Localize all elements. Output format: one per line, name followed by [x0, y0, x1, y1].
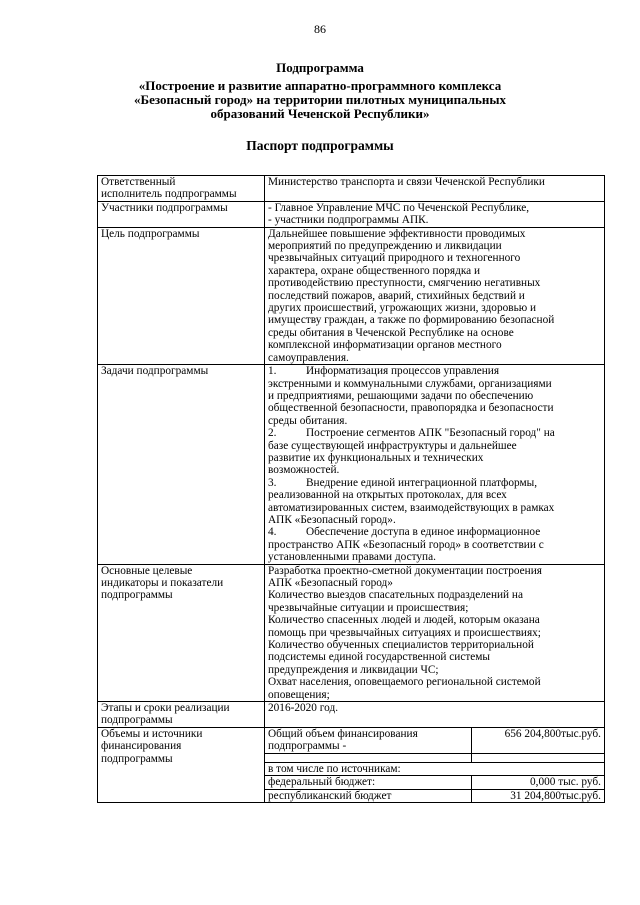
value-line: Разработка проектно-сметной документации построения: [268, 564, 542, 577]
funding-label: [98, 727, 265, 802]
value-line: Дальнейшее повышение эффективности проводимых: [268, 227, 526, 240]
label-line: подпрограммы: [101, 752, 173, 765]
task-text: Обеспечение доступа в единое информационное: [306, 526, 541, 539]
goal-value: [265, 227, 605, 364]
task-text: возможностей.: [268, 464, 340, 477]
task-item: [268, 526, 601, 538]
page-number: 86: [314, 22, 326, 36]
funding-total-label: [265, 728, 472, 753]
value-line: Министерство транспорта и связи Чеченской Республики: [268, 176, 545, 188]
label-line: Задачи подпрограммы: [101, 365, 209, 378]
value-line: самоуправления.: [268, 351, 349, 364]
value-line: комплексной информатизации органов местного: [268, 339, 502, 352]
value-line: предупреждения и ликвидации ЧС;: [268, 663, 439, 676]
responsible-label: [98, 176, 265, 202]
task-text: экстренными и коммунальными службами, организациями: [268, 377, 552, 390]
value-line: Количество спасенных людей и людей, которым оказана: [268, 614, 540, 627]
label-line: финансирования: [101, 740, 182, 753]
indicators-value: [265, 564, 605, 701]
value-line: Охват населения, оповещаемого региональной системой: [268, 676, 541, 689]
value-line: последствий пожаров, аварий, стихийных бедствий и: [268, 289, 525, 302]
value-line: помощь при чрезвычайных ситуациях и происшествиях;: [268, 626, 541, 639]
funding-table: [265, 728, 604, 802]
value-line: среды обитания в Чеченской Республике на основе: [268, 326, 514, 339]
value-line: мероприятий по предупреждению и ликвидации: [268, 240, 502, 253]
task-text: автоматизированных систем, взаимодействующих в рамках: [268, 501, 555, 514]
row-participants: [98, 201, 605, 227]
task-number: 3.: [268, 476, 277, 489]
participants-label: [98, 201, 265, 227]
funding-total-row: [265, 728, 604, 753]
subprogram-title-line: «Безопасный город» на территории пилотных муниципальных: [133, 92, 507, 107]
row-indicators: [98, 564, 605, 701]
task-text: АПК «Безопасный город».: [268, 513, 396, 526]
task-text: и предприятиями, решающими задачи по обеспечению: [268, 389, 534, 402]
funding-federal-label: федеральный бюджет:: [265, 776, 472, 789]
passport-heading: Паспорт подпрограммы: [246, 138, 394, 153]
task-text: Построение сегментов АПК "Безопасный город" на: [306, 427, 555, 440]
task-number: 4.: [268, 526, 277, 539]
task-text: базе существующей инфраструктуры и дальнейшее: [268, 439, 517, 452]
row-goal: [98, 227, 605, 364]
goal-label: [98, 227, 265, 364]
funding-spacer: [472, 753, 605, 762]
value-line: характера, охране общественного порядка и: [268, 264, 481, 277]
funding-total-amount: 656 204,800тыс.руб.: [472, 728, 605, 753]
task-text: среды обитания.: [268, 414, 348, 427]
value-line: - участники подпрограммы АПК.: [268, 214, 429, 227]
task-text: Информатизация процессов управления: [306, 365, 500, 378]
label-line: Объемы и источники: [101, 727, 203, 740]
value-line: Количество выездов спасательных подразделений на: [268, 589, 523, 602]
funding-sources-row: [265, 762, 604, 775]
value-line: оповещения;: [268, 688, 330, 701]
label-line: подпрограммы: [101, 714, 173, 727]
funding-value: [265, 727, 605, 802]
stages-label: [98, 702, 265, 728]
value-line: 2016-2020 год.: [268, 702, 339, 715]
funding-spacer-row: [265, 753, 604, 762]
subprogram-title-line: «Построение и развитие аппаратно-программного комплекса: [138, 78, 502, 93]
label-line: Участники подпрограммы: [101, 201, 228, 214]
value-line: Общий объем финансирования: [268, 727, 418, 740]
value-line: чрезвычайных ситуаций природного и техногенного: [268, 252, 521, 265]
label-line: подпрограммы: [101, 589, 173, 602]
label-line: индикаторы и показатели: [101, 577, 224, 589]
task-number: 1.: [268, 365, 277, 378]
funding-federal-amount: 0,000 тыс. руб.: [472, 776, 605, 789]
task-number: 2.: [268, 427, 277, 440]
task-text: Внедрение единой интеграционной платформы,: [306, 476, 538, 489]
row-funding: [98, 727, 605, 802]
tasks-value: [265, 365, 605, 565]
value-line: - Главное Управление МЧС по Чеченской Республике,: [268, 201, 530, 214]
task-text: пространство АПК «Безопасный город» в соответствии с: [268, 538, 544, 551]
funding-republic-label: республиканский бюджет: [265, 789, 472, 802]
label-line: Этапы и сроки реализации: [101, 702, 230, 715]
label-line: Ответственный: [101, 176, 176, 188]
label-line: Основные целевые: [101, 564, 193, 577]
stages-value: [265, 702, 605, 728]
value-line: имуществу граждан, а также по формированию безопасной: [268, 314, 555, 327]
task-text: общественной безопасности, правопорядка и безопасности: [268, 402, 554, 415]
label-line: исполнитель подпрограммы: [101, 188, 237, 201]
task-text: развитие их функциональных и технических: [268, 451, 484, 464]
value-line: других происшествий, угрожающих жизни, здоровью и: [268, 302, 537, 315]
task-text: установленными правами доступа.: [268, 551, 436, 564]
passport-table: [97, 175, 605, 803]
value-line: Количество обученных специалистов территориальной: [268, 639, 534, 652]
subprogram-heading: Подпрограмма: [276, 60, 364, 75]
subprogram-title-line: образований Чеченской Республики»: [210, 106, 430, 121]
funding-republic-amount: 31 204,800тыс.руб.: [472, 789, 605, 802]
responsible-value: [265, 176, 605, 202]
row-stages: [98, 702, 605, 728]
row-tasks: [98, 365, 605, 565]
task-text: реализованной на открытых протоколах, для всех: [268, 489, 507, 502]
indicators-label: [98, 564, 265, 701]
task-item: [268, 365, 601, 377]
value-line: подпрограммы -: [268, 740, 347, 753]
label-line: Цель подпрограммы: [101, 227, 200, 240]
row-responsible: [98, 176, 605, 202]
participants-value: [265, 201, 605, 227]
value-line: противодействию преступности, смягчению негативных: [268, 277, 541, 290]
value-line: чрезвычайные ситуации и происшествия;: [268, 601, 469, 614]
funding-spacer: [265, 753, 472, 762]
subprogram-title: [0, 79, 640, 121]
tasks-label: [98, 365, 265, 565]
funding-sources-label: в том числе по источникам:: [265, 762, 604, 775]
task-item: [268, 427, 601, 439]
task-item: [268, 477, 601, 489]
value-line: АПК «Безопасный город»: [268, 577, 393, 589]
value-line: подсистемы единой государственной системы: [268, 651, 491, 664]
funding-federal-row: [265, 776, 604, 789]
funding-republic-row: [265, 789, 604, 802]
